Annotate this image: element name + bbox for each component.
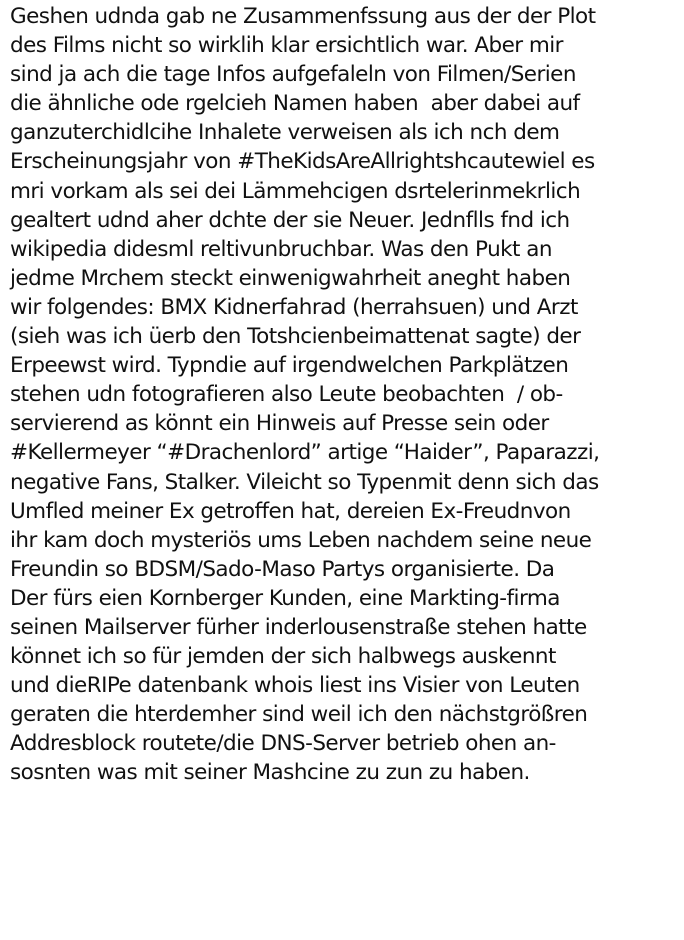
text-line: stehen udn fotografieren also Leute beobachten / ob- — [10, 382, 563, 408]
text-line: und dieRIPe datenbank whois liest ins Visier von Leuten — [10, 673, 580, 699]
text-line: geraten die hterdemher sind weil ich den nächstgrößren — [10, 702, 588, 728]
text-line: Erscheinungsjahr von #TheKidsAreAllrightshcautewiel es — [10, 149, 595, 175]
text-line: sosnten was mit seiner Mashcine zu zun zu haben. — [10, 760, 530, 786]
text-line: negative Fans, Stalker. Vileicht so Typenmit denn sich das — [10, 469, 599, 495]
text-line: ihr kam doch mysteriös ums Leben nachdem seine neue — [10, 527, 592, 553]
text-line: jedme Mrchem steckt einwenigwahrheit aneght haben — [10, 265, 571, 291]
text-line: wir folgendes: BMX Kidnerfahrad (herrahsuen) und Arzt — [10, 294, 578, 320]
text-line: ganzuterchidlcihe Inhalete verweisen als ich nch dem — [10, 120, 560, 146]
text-line: sind ja ach die tage Infos aufgefaleln von Filmen/Serien — [10, 62, 576, 88]
text-line: seinen Mailserver fürher inderlousenstraße stehen hatte — [10, 614, 587, 640]
text-line: #Kellermeyer “#Drachenlord” artige “Haider”, Paparazzi, — [10, 440, 600, 466]
text-line: könnet ich so für jemden der sich halbwegs auskennt — [10, 644, 556, 670]
text-line: Umfled meiner Ex getroffen hat, dereien Ex-Freudnvon — [10, 498, 571, 524]
text-line: des Films nicht so wirklih klar ersichtlich war. Aber mir — [10, 33, 563, 59]
text-line: servierend as könnt ein Hinweis auf Presse sein oder — [10, 411, 549, 437]
text-line: Geshen udnda gab ne Zusammenfssung aus der der Plot — [10, 4, 596, 29]
text-line: (sieh was ich üerb den Totshcienbeimattenat sagte) der — [10, 324, 581, 350]
text-line: gealtert udnd aher dchte der sie Neuer. Jednflls fnd ich — [10, 207, 570, 233]
text-line: Erpeewst wird. Typndie auf irgendwelchen Parkplätzen — [10, 353, 569, 379]
text-line: Addresblock routete/die DNS-Server betrieb ohen an- — [10, 731, 556, 757]
text-line: Der fürs eien Kornberger Kunden, eine Markting-firma — [10, 585, 560, 611]
text-line: Freundin so BDSM/Sado-Maso Partys organisierte. Da — [10, 556, 555, 582]
body-text — [10, 2, 682, 788]
text-line: die ähnliche ode rgelcieh Namen haben aber dabei auf — [10, 91, 580, 117]
text-line: wikipedia didesml reltivunbruchbar. Was den Pukt an — [10, 236, 552, 262]
text-line: mri vorkam als sei dei Lämmehcigen dsrtelerinmekrlich — [10, 178, 581, 204]
